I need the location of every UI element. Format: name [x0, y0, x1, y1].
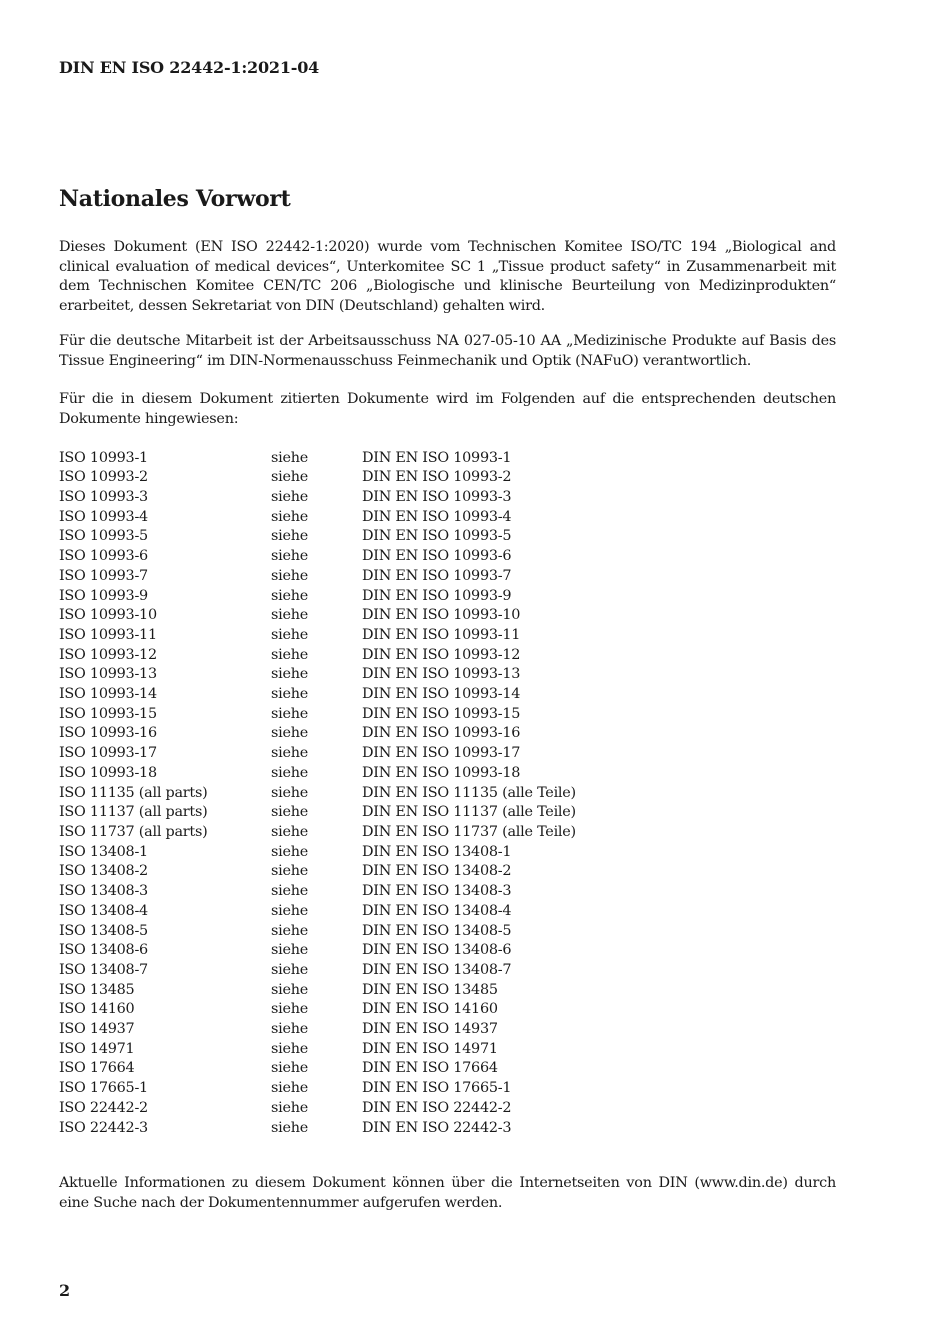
din-reference: DIN EN ISO 10993-9 [362, 587, 512, 604]
table-row [59, 1040, 576, 1060]
iso-reference: ISO 10993-15 [59, 705, 157, 722]
siehe-label: siehe [271, 804, 309, 821]
table-row [59, 981, 576, 1001]
table-row [59, 882, 576, 902]
section-title: Nationales Vorwort [59, 186, 291, 212]
iso-reference: ISO 14937 [59, 1021, 135, 1038]
iso-reference: ISO 10993-5 [59, 528, 148, 545]
din-reference: DIN EN ISO 10993-10 [362, 607, 521, 624]
table-row [59, 1099, 576, 1119]
iso-reference: ISO 14971 [59, 1040, 135, 1057]
siehe-label: siehe [271, 587, 309, 604]
siehe-label: siehe [271, 961, 309, 978]
iso-reference: ISO 17665-1 [59, 1080, 148, 1097]
din-reference: DIN EN ISO 10993-18 [362, 764, 521, 781]
din-reference: DIN EN ISO 10993-15 [362, 705, 521, 722]
siehe-label: siehe [271, 626, 309, 643]
iso-reference: ISO 10993-14 [59, 686, 157, 703]
din-reference: DIN EN ISO 11135 (alle Teile) [362, 784, 576, 801]
din-reference: DIN EN ISO 13485 [362, 981, 498, 998]
iso-reference: ISO 10993-3 [59, 489, 148, 506]
iso-reference: ISO 10993-18 [59, 764, 157, 781]
siehe-label: siehe [271, 922, 309, 939]
iso-reference: ISO 22442-2 [59, 1099, 148, 1116]
iso-reference: ISO 13408-1 [59, 843, 148, 860]
din-reference: DIN EN ISO 10993-13 [362, 666, 521, 683]
references-intro-paragraph: Für die in diesem Dokument zitierten Dokumente wird im Folgenden auf die entsprechenden deutschen Dokumente hingewiesen: [59, 391, 836, 427]
siehe-label: siehe [271, 1080, 309, 1097]
din-reference: DIN EN ISO 13408-3 [362, 883, 512, 900]
siehe-label: siehe [271, 1021, 309, 1038]
iso-reference: ISO 22442-3 [59, 1119, 148, 1136]
footer-note: Aktuelle Informationen zu diesem Dokument können über die Internetseiten von DIN (www.din.de) durch eine Suche nach der Dokumentennummer aufgerufen werden. [59, 1175, 836, 1211]
din-reference: DIN EN ISO 10993-2 [362, 469, 512, 486]
table-row [59, 823, 576, 843]
din-reference: DIN EN ISO 10993-16 [362, 725, 521, 742]
iso-reference: ISO 13408-5 [59, 922, 148, 939]
table-row [59, 922, 576, 942]
siehe-label: siehe [271, 646, 309, 663]
siehe-label: siehe [271, 843, 309, 860]
din-reference: DIN EN ISO 10993-12 [362, 646, 521, 663]
table-row [59, 587, 576, 607]
iso-reference: ISO 10993-7 [59, 567, 148, 584]
iso-reference: ISO 13408-3 [59, 883, 148, 900]
table-row [59, 902, 576, 922]
table-row [59, 764, 576, 784]
iso-reference: ISO 10993-16 [59, 725, 157, 742]
siehe-label: siehe [271, 686, 309, 703]
siehe-label: siehe [271, 902, 309, 919]
siehe-label: siehe [271, 528, 309, 545]
iso-reference: ISO 13408-2 [59, 863, 148, 880]
siehe-label: siehe [271, 705, 309, 722]
din-reference: DIN EN ISO 13408-6 [362, 942, 512, 959]
iso-reference: ISO 13485 [59, 981, 135, 998]
table-row [59, 961, 576, 981]
iso-reference: ISO 17664 [59, 1060, 135, 1077]
din-reference: DIN EN ISO 10993-14 [362, 686, 521, 703]
din-reference: DIN EN ISO 10993-3 [362, 489, 512, 506]
siehe-label: siehe [271, 548, 309, 565]
table-row [59, 547, 576, 567]
din-reference: DIN EN ISO 10993-5 [362, 528, 512, 545]
siehe-label: siehe [271, 508, 309, 525]
din-reference: DIN EN ISO 10993-1 [362, 449, 512, 466]
table-row [59, 1119, 576, 1139]
siehe-label: siehe [271, 1001, 309, 1018]
siehe-label: siehe [271, 1119, 309, 1136]
table-row [59, 626, 576, 646]
document-body [59, 238, 836, 1138]
iso-reference: ISO 10993-10 [59, 607, 157, 624]
siehe-label: siehe [271, 449, 309, 466]
table-row [59, 803, 576, 823]
iso-reference: ISO 10993-11 [59, 626, 157, 643]
siehe-label: siehe [271, 883, 309, 900]
din-reference: DIN EN ISO 10993-17 [362, 745, 521, 762]
siehe-label: siehe [271, 823, 309, 840]
iso-reference: ISO 10993-2 [59, 469, 148, 486]
din-reference: DIN EN ISO 13408-1 [362, 843, 512, 860]
table-row [59, 449, 576, 469]
siehe-label: siehe [271, 607, 309, 624]
din-reference: DIN EN ISO 13408-2 [362, 863, 512, 880]
table-row [59, 468, 576, 488]
table-row [59, 665, 576, 685]
din-reference: DIN EN ISO 14971 [362, 1040, 498, 1057]
din-reference: DIN EN ISO 11737 (alle Teile) [362, 823, 576, 840]
din-reference: DIN EN ISO 14937 [362, 1021, 498, 1038]
din-reference: DIN EN ISO 13408-7 [362, 961, 512, 978]
table-row [59, 724, 576, 744]
iso-reference: ISO 11137 (all parts) [59, 804, 208, 821]
din-reference: DIN EN ISO 22442-2 [362, 1099, 512, 1116]
table-row [59, 567, 576, 587]
siehe-label: siehe [271, 567, 309, 584]
siehe-label: siehe [271, 863, 309, 880]
iso-reference: ISO 10993-1 [59, 449, 148, 466]
intro-paragraph: Dieses Dokument (EN ISO 22442-1:2020) wurde vom Technischen Komitee ISO/TC 194 „Biological and clinical evaluation of medical devices“, Unterkomitee SC 1 „Tissue product safety“ in Zusammenarbeit mit dem Technischen Komitee CEN/TC 206 „Biologische und klinische Beurteilung von Medizinprodukten“ erarbeitet, dessen Sekretariat von DIN (Deutschland) gehalten wird. [59, 239, 836, 315]
siehe-label: siehe [271, 981, 309, 998]
din-reference: DIN EN ISO 10993-4 [362, 508, 512, 525]
table-row [59, 862, 576, 882]
din-reference: DIN EN ISO 17665-1 [362, 1080, 512, 1097]
document-code-header: DIN EN ISO 22442-1:2021-04 [59, 58, 320, 77]
siehe-label: siehe [271, 1060, 309, 1077]
siehe-label: siehe [271, 1099, 309, 1116]
table-row [59, 1059, 576, 1079]
table-row [59, 1000, 576, 1020]
iso-reference: ISO 13408-7 [59, 961, 148, 978]
siehe-label: siehe [271, 784, 309, 801]
din-reference: DIN EN ISO 17664 [362, 1060, 498, 1077]
siehe-label: siehe [271, 666, 309, 683]
siehe-label: siehe [271, 725, 309, 742]
table-row [59, 1020, 576, 1040]
din-reference: DIN EN ISO 10993-11 [362, 626, 521, 643]
table-row [59, 685, 576, 705]
table-row [59, 941, 576, 961]
din-reference: DIN EN ISO 13408-4 [362, 902, 512, 919]
din-reference: DIN EN ISO 13408-5 [362, 922, 512, 939]
din-reference: DIN EN ISO 10993-6 [362, 548, 512, 565]
committee-paragraph: Für die deutsche Mitarbeit ist der Arbeitsausschuss NA 027-05-10 AA „Medizinische Produkte auf Basis des Tissue Engineering“ im DIN-Normenausschuss Feinmechanik und Optik (NAFuO) verantwortlich. [59, 332, 836, 369]
iso-reference: ISO 11737 (all parts) [59, 823, 208, 840]
iso-reference: ISO 10993-12 [59, 646, 157, 663]
din-reference: DIN EN ISO 22442-3 [362, 1119, 512, 1136]
table-row [59, 705, 576, 725]
siehe-label: siehe [271, 942, 309, 959]
din-reference: DIN EN ISO 11137 (alle Teile) [362, 804, 576, 821]
table-row [59, 527, 576, 547]
table-row [59, 488, 576, 508]
table-row [59, 1079, 576, 1099]
iso-reference: ISO 10993-17 [59, 745, 157, 762]
iso-reference: ISO 13408-6 [59, 942, 148, 959]
iso-reference: ISO 11135 (all parts) [59, 784, 208, 801]
din-reference: DIN EN ISO 14160 [362, 1001, 498, 1018]
table-row [59, 784, 576, 804]
siehe-label: siehe [271, 489, 309, 506]
siehe-label: siehe [271, 764, 309, 781]
page-number: 2 [59, 1281, 71, 1300]
iso-reference: ISO 13408-4 [59, 902, 148, 919]
iso-reference: ISO 10993-4 [59, 508, 148, 525]
table-row [59, 843, 576, 863]
iso-reference: ISO 10993-13 [59, 666, 157, 683]
reference-table [59, 449, 576, 1139]
din-reference: DIN EN ISO 10993-7 [362, 567, 512, 584]
table-row [59, 606, 576, 626]
table-row [59, 508, 576, 528]
table-row [59, 646, 576, 666]
iso-reference: ISO 10993-9 [59, 587, 148, 604]
siehe-label: siehe [271, 745, 309, 762]
iso-reference: ISO 14160 [59, 1001, 135, 1018]
siehe-label: siehe [271, 1040, 309, 1057]
table-row [59, 744, 576, 764]
siehe-label: siehe [271, 469, 309, 486]
iso-reference: ISO 10993-6 [59, 548, 148, 565]
